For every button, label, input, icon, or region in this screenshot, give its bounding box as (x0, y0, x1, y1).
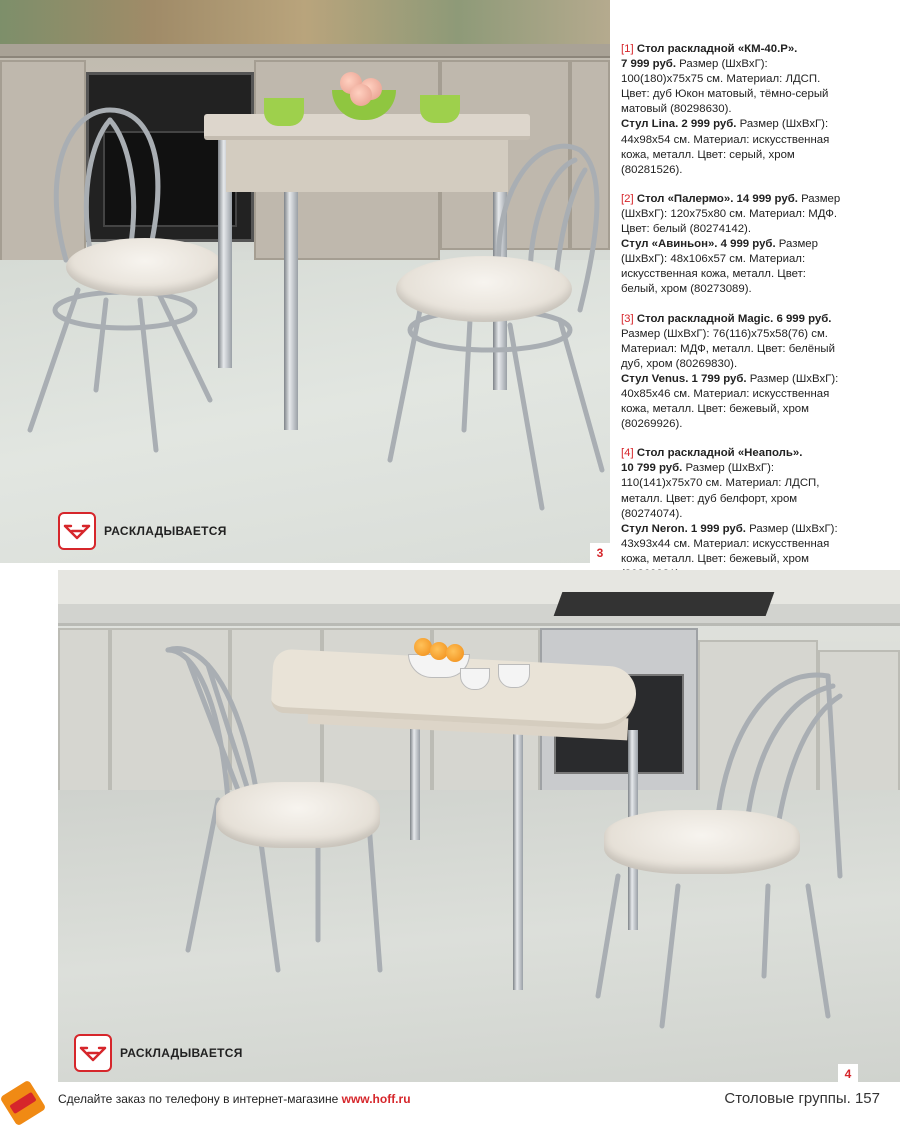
extendable-badge (58, 512, 227, 550)
description-line (621, 327, 893, 342)
description-line (621, 282, 893, 297)
item-ref-number: [1] (621, 43, 634, 55)
kitchen-counter (0, 44, 610, 58)
item-ref-number: [2] (621, 192, 634, 205)
item-bold-text: Стол раскладной Magic. 6 999 руб. (636, 312, 832, 325)
description-line (621, 342, 893, 357)
description-line (621, 537, 893, 552)
description-line (621, 42, 893, 57)
description-line (621, 476, 893, 491)
kitchen-counter (58, 604, 900, 626)
photo-number: 3 (590, 543, 610, 563)
extendable-label: РАСКЛАДЫВАЕТСЯ (104, 524, 227, 538)
description-line (621, 461, 893, 476)
description-line (621, 417, 893, 432)
description-line (621, 72, 893, 87)
item-bold-text: Стул Venus. 1 799 руб. (621, 372, 747, 385)
chair-seat (604, 810, 800, 874)
kitchen-backsplash (0, 0, 610, 45)
page-number: 157 (854, 1090, 880, 1107)
description-line (621, 492, 893, 507)
description-line (621, 252, 893, 267)
description-line (621, 163, 893, 178)
footer-cta-text: Сделайте заказ по телефону в интернет-магазине (58, 1092, 342, 1106)
description-line (621, 87, 893, 102)
item-ref-number: [4] (621, 447, 634, 460)
kitchen-wall (58, 570, 900, 604)
item-bold-text: Стол «Палермо». 14 999 руб. (636, 192, 798, 205)
orange (446, 644, 464, 662)
item-text: кожа, металл. Цвет: бежевый, хром (621, 403, 809, 416)
item-text: Размер (ШхВхГ): (676, 58, 768, 71)
extendable-badge (74, 1034, 243, 1072)
item-text: Материал: МДФ, металл. Цвет: белёный (621, 342, 835, 355)
item-text: (ШхВхГ): 48x106x57 см. Материал: (621, 253, 806, 266)
section-title: Столовые группы. (724, 1090, 851, 1107)
description-line (621, 207, 893, 222)
description-line (621, 237, 893, 252)
description-line (621, 357, 893, 372)
item-bold-text: Стул Neron. 1 999 руб. (621, 522, 746, 535)
item-bold-text: 10 799 руб. (621, 462, 683, 475)
description-line (621, 522, 893, 537)
green-cup (264, 98, 304, 126)
item-text: Размер (ШхВхГ): (736, 118, 829, 131)
description-line (621, 102, 893, 117)
product-item (621, 192, 893, 298)
item-text: белый, хром (80273089). (621, 283, 752, 296)
item-bold-text: Стул «Авиньон». 4 999 руб. (621, 238, 776, 251)
footer-order-text (58, 1092, 411, 1106)
product-photo-2 (58, 570, 900, 1082)
extendable-icon (58, 512, 96, 550)
item-ref-number: [3] (621, 312, 634, 325)
product-item (621, 446, 893, 582)
hoff-logo-icon (0, 1080, 46, 1125)
item-text: (80274074). (621, 507, 683, 520)
gas-hob (554, 592, 775, 616)
item-text: 100(180)x75x75 см. Материал: ЛДСП. (621, 73, 821, 86)
description-line (621, 446, 893, 461)
item-text: 40x85x46 см. Материал: искусственная (621, 387, 830, 400)
chair-seat (396, 256, 572, 322)
description-line (621, 133, 893, 148)
item-text: Цвет: белый (80274142). (621, 223, 751, 236)
product-photo-1 (0, 0, 610, 563)
chair-seat (216, 782, 380, 848)
teacup (498, 664, 530, 688)
extendable-label: РАСКЛАДЫВАЕТСЯ (120, 1046, 243, 1060)
description-line (621, 267, 893, 282)
item-text: матовый (80298630). (621, 103, 732, 116)
description-line (621, 192, 893, 207)
product-descriptions (621, 42, 893, 596)
description-line (621, 222, 893, 237)
item-text: Цвет: дуб Юкон матовый, тёмно-серый (621, 88, 829, 101)
item-text: искусственная кожа, металл. Цвет: (621, 268, 806, 281)
description-line (621, 372, 893, 387)
item-text: кожа, металл. Цвет: серый, хром (621, 148, 795, 161)
page-footer-section (724, 1090, 880, 1107)
item-text: Размер (ШхВхГ): (745, 522, 838, 535)
item-text: Размер (ШхВхГ): (682, 462, 775, 475)
description-line (621, 552, 893, 567)
item-text: (80281526). (621, 163, 683, 176)
item-text: (80269926). (621, 418, 683, 431)
description-line (621, 402, 893, 417)
item-text: (ШхВхГ): 120x75x80 см. Материал: МДФ. (621, 207, 838, 220)
item-text: Размер (ШхВхГ): (746, 372, 839, 385)
description-line (621, 387, 893, 402)
item-text: 44x98x54 см. Материал: искусственная (621, 133, 830, 146)
description-line (621, 117, 893, 132)
peach (350, 84, 372, 106)
green-cup (420, 95, 460, 123)
description-line (621, 57, 893, 72)
item-text: Размер (797, 192, 841, 205)
table-leg (513, 728, 523, 990)
chair-frame-right (380, 130, 610, 520)
item-text: дуб, хром (80269830). (621, 357, 738, 370)
product-item (621, 42, 893, 178)
item-text: кожа, металл. Цвет: бежевый, хром (621, 552, 809, 565)
item-bold-text: Стол раскладной «КМ-40.Р». (636, 43, 798, 55)
item-text: металл. Цвет: дуб белфорт, хром (621, 492, 798, 505)
item-text: Размер (775, 238, 818, 251)
description-line (621, 148, 893, 163)
product-item (621, 312, 893, 433)
photo-number: 4 (838, 1064, 858, 1082)
extendable-icon (74, 1034, 112, 1072)
website-link[interactable]: www.hoff.ru (341, 1092, 411, 1106)
item-bold-text: Стул Lina. 2 999 руб. (621, 118, 737, 131)
item-text: 43x93x44 см. Материал: искусственная (621, 537, 830, 550)
item-text: 110(141)x75x70 см. Материал: ЛДСП, (621, 477, 820, 490)
description-line (621, 507, 893, 522)
item-bold-text: 7 999 руб. (621, 58, 677, 71)
chair-seat (66, 238, 224, 296)
description-line (621, 312, 893, 327)
item-text: Размер (ШхВхГ): 76(116)x75x58(76) см. (621, 327, 828, 340)
orange (414, 638, 432, 656)
item-bold-text: Стол раскладной «Неаполь». (636, 447, 803, 460)
